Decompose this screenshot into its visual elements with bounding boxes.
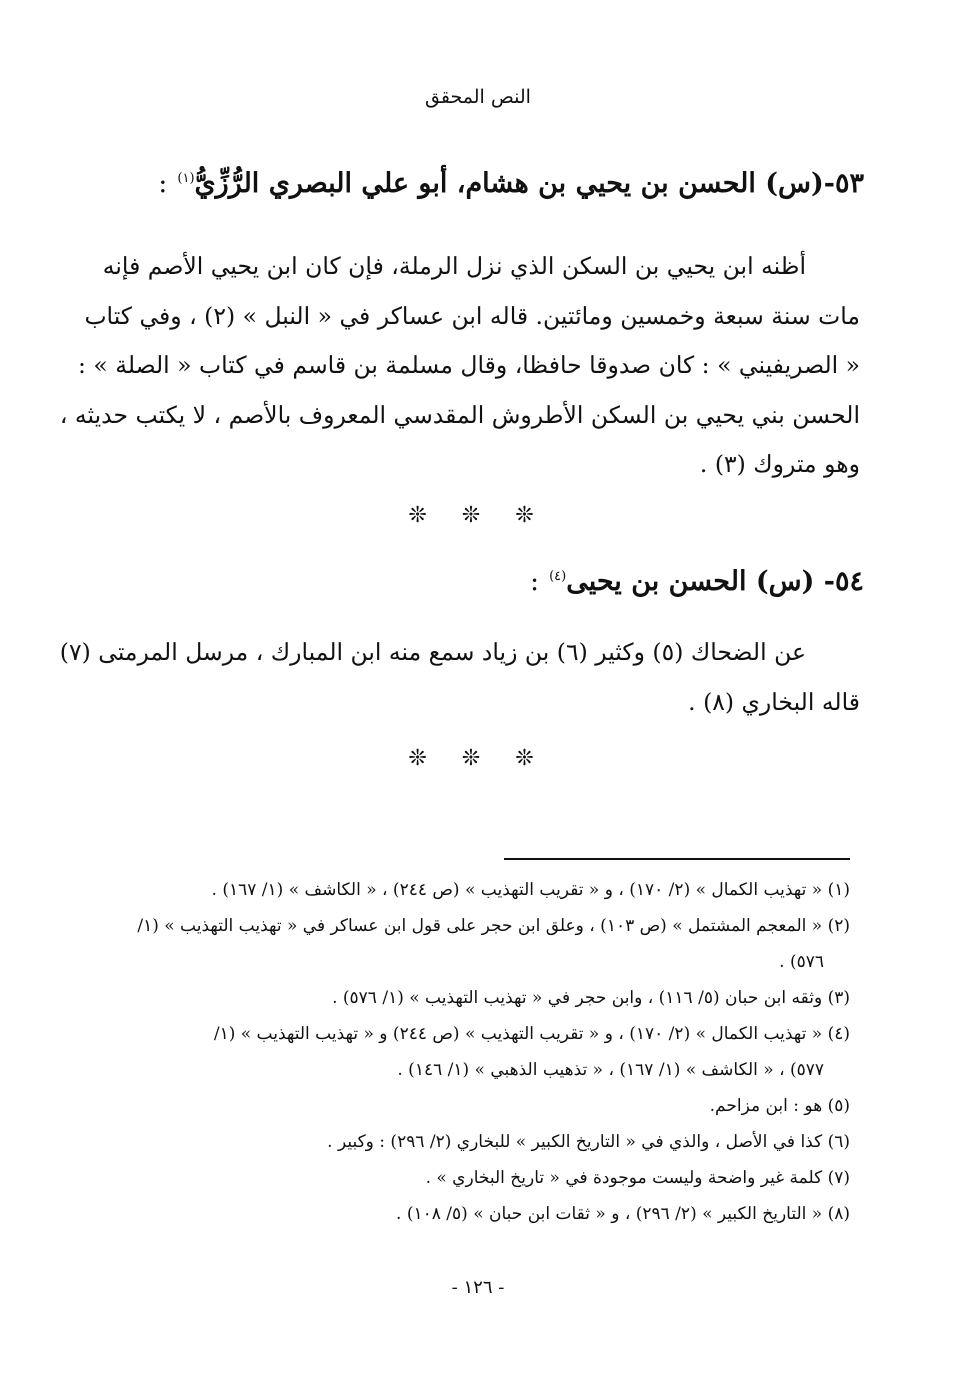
- footnote-4: (٤) « تهذيب الكمال » (٢/ ١٧٠) ، و « تقريب التهذيب » (ص ٢٤٤) و « تهذيب التهذيب » (١/: [213, 1024, 850, 1044]
- running-head: النص المحقق: [425, 86, 531, 108]
- footnote-5: (٥) هو : ابن مزاحم.: [709, 1096, 850, 1116]
- page-number: - ١٢٦ -: [451, 1277, 505, 1298]
- entry-53-title: [60, 168, 864, 199]
- footnote-6: (٦) كذا في الأصل ، والذي في « التاريخ الكبير » للبخاري (٢/ ٢٩٦) : وكبير .: [327, 1132, 850, 1152]
- entry-54-title-note: (٤): [549, 569, 567, 584]
- footnote-8: (٨) « التاريخ الكبير » (٢/ ٢٩٦) ، و « ثقات ابن حبان » (٥/ ١٠٨) .: [396, 1204, 850, 1224]
- footnote-7: (٧) كلمة غير واضحة وليست موجودة في « تاريخ البخاري » .: [425, 1168, 850, 1188]
- section-separator-1: ❊ ❊ ❊: [408, 503, 548, 528]
- footnote-2: (٢) « المعجم المشتمل » (ص ١٠٣) ، وعلق ابن حجر على قول ابن عساكر في « تهذيب التهذيب » (١/: [137, 916, 850, 936]
- footnote-3: (٣) وثقه ابن حبان (٥/ ١١٦) ، وابن حجر في « تهذيب التهذيب » (١/ ٥٧٦) .: [332, 988, 850, 1008]
- entry-53-line-1: أظنه ابن يحيي بن السكن الذي نزل الرملة، فإن كان ابن يحيي الأصم فإنه: [102, 252, 806, 280]
- section-separator-2: ❊ ❊ ❊: [408, 746, 548, 771]
- entry-54-title-text: ٥٤- (س) الحسن بن يحيى: [566, 566, 864, 597]
- entry-53-line-3: « الصريفيني » : كان صدوقا حافظا، وقال مسلمة بن قاسم في كتاب « الصلة » :: [78, 351, 860, 379]
- entry-53-title-note: (١): [177, 171, 195, 186]
- footnote-2-continued: ٥٧٦) .: [779, 952, 824, 972]
- footnote-1: (١) « تهذيب الكمال » (٢/ ١٧٠) ، و « تقريب التهذيب » (ص ٢٤٤) ، « الكاشف » (١/ ١٦٧) .: [211, 880, 850, 900]
- entry-54-body: [59, 628, 860, 727]
- entry-53-line-5: وهو متروك (٣) .: [699, 450, 860, 478]
- entry-53-title-colon: :: [158, 168, 168, 199]
- footnotes: [88, 872, 850, 1232]
- entry-53-body: [59, 242, 860, 490]
- entry-54-title-colon: :: [529, 566, 540, 597]
- entry-53-title-text: ٥٣-(س) الحسن بن يحيي بن هشام، أبو علي البصري الرُّزِّيُّ: [194, 168, 864, 199]
- footnote-rule: [504, 858, 850, 860]
- entry-53-line-4: الحسن بني يحيي بن السكن الأطروش المقدسي المعروف بالأصم ، لا يكتب حديثه ،: [59, 400, 860, 429]
- entry-54-title: [60, 566, 864, 597]
- entry-53-line-2: مات سنة سبعة وخمسين ومائتين. قاله ابن عساكر في « النبل » (٢) ، وفي كتاب: [84, 301, 860, 330]
- footnote-4-continued: ٥٧٧) ، « الكاشف » (١/ ١٦٧) ، « تذهيب الذهبي » (١/ ١٤٦) .: [397, 1060, 824, 1080]
- entry-54-line-2: قاله البخاري (٨) .: [688, 687, 860, 716]
- entry-54-line-1: عن الضحاك (٥) وكثير (٦) بن زياد سمع منه ابن المبارك ، مرسل المرمتى (٧): [59, 638, 806, 666]
